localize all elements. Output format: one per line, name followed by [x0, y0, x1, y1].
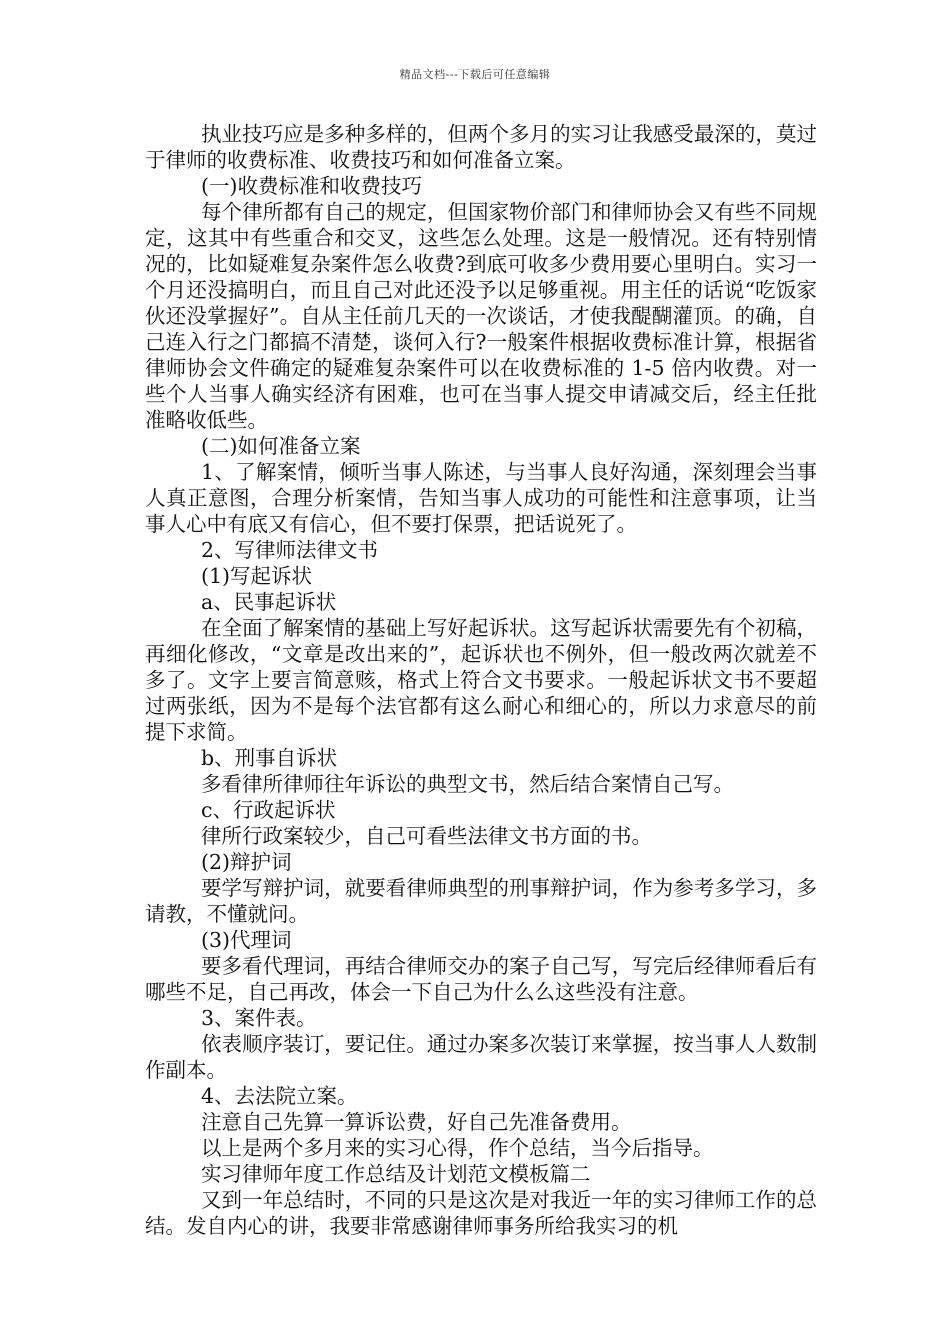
subheading: 3、案件表。 [201, 1006, 317, 1030]
paragraph: 以上是两个多月来的实习心得，作个总结，当今后指导。 [201, 1136, 714, 1160]
paragraph: 又到一年总结时，不同的只是这次是对我近一年的实习律师工作的总结。发自内心的讲，我要非常感谢律师事务所给我实习的机 [145, 1188, 817, 1238]
subheading: a、民事起诉状 [201, 590, 337, 614]
paragraph: 律所行政案较少，自己可看些法律文书方面的书。 [201, 824, 652, 848]
subheading: (3)代理词 [201, 928, 292, 952]
subheading: c、行政起诉状 [201, 798, 336, 822]
subheading: (2)辩护词 [201, 850, 292, 874]
paragraph: 要多看代理词，再结合律师交办的案子自己写，写完后经律师看后有哪些不足，自己再改，体会一下自己为什么么这些没有注意。 [145, 954, 817, 1004]
paragraph: 1、了解案情，倾听当事人陈述，与当事人良好沟通，深刻理会当事人真正意图，合理分析案情，告知当事人成功的可能性和注意事项，让当事人心中有底又有信心，但不要打保票，把话说死了。 [145, 460, 817, 536]
paragraph: 依表顺序装订，要记住。通过办案多次装订来掌握，按当事人人数制作副本。 [145, 1032, 817, 1082]
section-heading: (一)收费标准和收费技巧 [201, 174, 422, 198]
paragraph: 在全面了解案情的基础上写好起诉状。这写起诉状需要先有个初稿，再细化修改，“文章是改出来的”，起诉状也不例外，但一般改两次就差不多了。文字上要言简意赅，格式上符合文书要求。一般起诉状文书不要超过两张纸，因为不是每个法官都有这么耐心和细心的，所以力求意尽的前提下求简。 [145, 616, 817, 744]
article-title: 实习律师年度工作总结及计划范文模板篇二 [201, 1162, 591, 1186]
paragraph: 要学写辩护词，就要看律师典型的刑事辩护词，作为参考多学习，多请教，不懂就问。 [145, 876, 817, 926]
paragraph: 注意自己先算一算诉讼费，好自己先准备费用。 [201, 1110, 632, 1134]
paragraph: 执业技巧应是多种多样的，但两个多月的实习让我感受最深的，莫过于律师的收费标准、收费技巧和如何准备立案。 [145, 122, 817, 172]
document-body [145, 121, 817, 1239]
subheading: (1)写起诉状 [201, 564, 313, 588]
subheading: 4、去法院立案。 [201, 1084, 358, 1108]
paragraph: 多看律所律师往年诉讼的典型文书，然后结合案情自己写。 [201, 772, 734, 796]
page-header: 精品文档---下载后可任意编辑 [399, 68, 551, 81]
paragraph: 每个律所都有自己的规定，但国家物价部门和律师协会又有些不同规定，这其中有些重合和交叉，这些怎么处理。这是一般情况。还有特别情况的，比如疑难复杂案件怎么收费?到底可收多少费用要心里明白。实习一个月还没搞明白，而且自己对此还没予以足够重视。用主任的话说“吃饭家伙还没掌握好”。自从主任前几天的一次谈话，才使我醍醐灌顶。的确，自己连入行之门都搞不清楚，谈何入行?一般案件根据收费标准计算，根据省律师协会文件确定的疑难复杂案件可以在收费标准的 1-5 倍内收费。对一些个人当事人确实经济有困难，也可在当事人提交申请减交后，经主任批准略收低些。 [145, 200, 817, 432]
subheading: b、刑事自诉状 [201, 746, 338, 770]
section-heading: (二)如何准备立案 [201, 434, 361, 458]
subheading: 2、写律师法律文书 [201, 538, 379, 562]
